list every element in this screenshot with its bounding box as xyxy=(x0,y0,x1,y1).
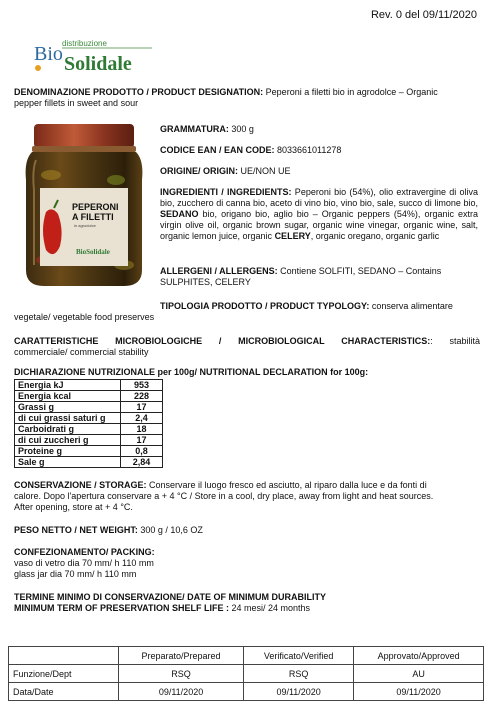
nutrition-table xyxy=(14,379,163,468)
packing-line-2: glass jar dia 70 mm/ h 110 mm xyxy=(14,569,137,579)
storage-label: CONSERVAZIONE / STORAGE: xyxy=(14,480,147,490)
packing-line-1: vaso di vetro dia 70 mm/ h 110 mm xyxy=(14,558,154,568)
typology-label: TIPOLOGIA PRODOTTO / PRODUCT TYPOLOGY: xyxy=(160,301,370,311)
typology xyxy=(14,301,480,323)
signoff-header-row xyxy=(9,647,484,665)
nutrition-name: di cui grassi saturi g xyxy=(15,413,121,424)
signoff-table xyxy=(8,646,484,701)
signoff-header-verified: Verificato/Verified xyxy=(244,647,354,665)
nutrition-row xyxy=(15,457,163,468)
nutrition-title: DICHIARAZIONE NUTRIZIONALE per 100g/ NUTRITIONAL DECLARATION for 100g: xyxy=(14,367,369,377)
shelf-life-line-1: TERMINE MINIMO DI CONSERVAZIONE/ DATE OF MINIMUM DURABILITY xyxy=(14,592,326,602)
ean-code xyxy=(160,145,480,156)
grammatura-label: GRAMMATURA: xyxy=(160,124,229,134)
nutrition-name: di cui zuccheri g xyxy=(15,435,121,446)
signoff-corner xyxy=(9,647,119,665)
micro-label: CARATTERISTICHE MICROBIOLOGICHE / MICROBIOLOGICAL CHARACTERISTICS: xyxy=(14,336,431,346)
storage-value-2: calore. Dopo l'apertura conservare a + 4 °C / Store in a cool, dry place, away from light and heat sources. xyxy=(14,491,434,501)
signoff-function-row xyxy=(9,665,484,683)
nutrition-name: Energia kJ xyxy=(15,380,121,391)
micro-value-cont: commerciale/ commercial stability xyxy=(14,347,149,357)
grammatura xyxy=(160,124,480,135)
shelf-life-label: MINIMUM TERM OF PRESERVATION SHELF LIFE : xyxy=(14,603,229,613)
nutrition-value: 2,4 xyxy=(121,413,163,424)
allergens-label: ALLERGENI / ALLERGENS: xyxy=(160,266,278,276)
shelf-life xyxy=(14,592,480,614)
storage xyxy=(14,480,480,513)
logo-solidale: Solidale xyxy=(64,53,132,75)
nutrition-row xyxy=(15,435,163,446)
nutrition-value: 228 xyxy=(121,391,163,402)
nutrition-value: 17 xyxy=(121,435,163,446)
nutrition-row xyxy=(15,446,163,457)
origin-value: UE/NON UE xyxy=(238,166,291,176)
storage-value-3: After opening, store at + 4 °C. xyxy=(14,502,133,512)
logo-distribuzione: distribuzione xyxy=(62,39,107,48)
jar-label-line1: PEPERONI xyxy=(72,202,119,212)
nutrition-name: Sale g xyxy=(15,457,121,468)
ean-label: CODICE EAN / EAN CODE: xyxy=(160,145,275,155)
designation xyxy=(14,87,480,109)
allergens xyxy=(160,266,480,288)
net-weight-label: PESO NETTO / NET WEIGHT: xyxy=(14,525,138,535)
nutrition-value: 2,84 xyxy=(121,457,163,468)
ingredients-text-2: bio, origano bio, aglio bio – Organic peppers (54%), organic extra virgin olive oil, organic brown sugar, organic wine vinegar, organic wine, salt, organic lemon juice, organic xyxy=(160,209,478,241)
jar-label-line3: in agrodolce xyxy=(74,223,96,228)
ingredients xyxy=(160,187,478,242)
designation-label: DENOMINAZIONE PRODOTTO / PRODUCT DESIGNATION: xyxy=(14,87,264,97)
origin xyxy=(160,166,480,177)
nutrition-name: Grassi g xyxy=(15,402,121,413)
jar-label-line2: A FILETTI xyxy=(72,212,114,222)
nutrition-value: 0,8 xyxy=(121,446,163,457)
signoff-date-approved: 09/11/2020 xyxy=(354,683,484,701)
grammatura-value: 300 g xyxy=(228,124,254,134)
nutrition-row xyxy=(15,402,163,413)
nutrition-value: 18 xyxy=(121,424,163,435)
ingredients-text-3: , organic oregano, organic garlic xyxy=(310,231,440,241)
ingredients-label: INGREDIENTI / INGREDIENTS: xyxy=(160,187,292,197)
jar-brand: BioSolidale xyxy=(76,248,110,256)
signoff-function-verified: RSQ xyxy=(244,665,354,683)
ean-value: 8033661011278 xyxy=(274,145,342,155)
shelf-life-value: 24 mesi/ 24 months xyxy=(229,603,311,613)
nutrition-value: 953 xyxy=(121,380,163,391)
typology-value: conserva alimentare xyxy=(369,301,453,311)
logo-bio: Bio xyxy=(34,43,63,65)
origin-label: ORIGINE/ ORIGIN: xyxy=(160,166,239,176)
micro-value: : stabilità xyxy=(430,336,480,346)
storage-value-1: Conservare il luogo fresco ed asciutto, al riparo dalla luce e da fonti di xyxy=(146,480,427,490)
nutrition-row xyxy=(15,380,163,391)
microbiological xyxy=(14,336,480,358)
signoff-function-prepared: RSQ xyxy=(119,665,244,683)
typology-value-cont: vegetale/ vegetable food preserves xyxy=(14,312,155,322)
designation-value: Peperoni a filetti bio in agrodolce – Organic xyxy=(263,87,438,97)
signoff-date-label: Data/Date xyxy=(9,683,119,701)
nutrition-row xyxy=(15,424,163,435)
signoff-header-approved: Approvato/Approved xyxy=(354,647,484,665)
signoff-date-row xyxy=(9,683,484,701)
net-weight-value: 300 g / 10,6 OZ xyxy=(137,525,203,535)
signoff-date-verified: 09/11/2020 xyxy=(244,683,354,701)
ingredients-allergen-1: SEDANO xyxy=(160,209,199,219)
packing-label: CONFEZIONAMENTO/ PACKING: xyxy=(14,547,155,557)
ingredients-allergen-2: CELERY xyxy=(274,231,311,241)
nutrition-value: 17 xyxy=(121,402,163,413)
signoff-function-approved: AU xyxy=(354,665,484,683)
packing xyxy=(14,547,480,580)
product-jar-image xyxy=(16,120,152,292)
nutrition-name: Carboidrati g xyxy=(15,424,121,435)
nutrition-name: Proteine g xyxy=(15,446,121,457)
ingredients-text-1: Peperoni bio (54%), olio extravergine di oliva bio, zucchero di canna bio, aceto di vino bio, vino bio, sale, succo di limone bio, xyxy=(160,187,478,208)
revision-label: Rev. 0 del 09/11/2020 xyxy=(370,9,477,21)
signoff-date-prepared: 09/11/2020 xyxy=(119,683,244,701)
net-weight xyxy=(14,525,480,536)
nutrition-row xyxy=(15,391,163,402)
designation-value-cont: pepper fillets in sweet and sour xyxy=(14,98,139,108)
allergens-value-cont: SULPHITES, CELERY xyxy=(160,277,251,287)
nutrition-row xyxy=(15,413,163,424)
signoff-function-label: Funzione/Dept xyxy=(9,665,119,683)
biosolidale-logo xyxy=(24,34,156,76)
nutrition-name: Energia kcal xyxy=(15,391,121,402)
allergens-value: Contiene SOLFITI, SEDANO – Contains xyxy=(277,266,442,276)
signoff-header-prepared: Preparato/Prepared xyxy=(119,647,244,665)
